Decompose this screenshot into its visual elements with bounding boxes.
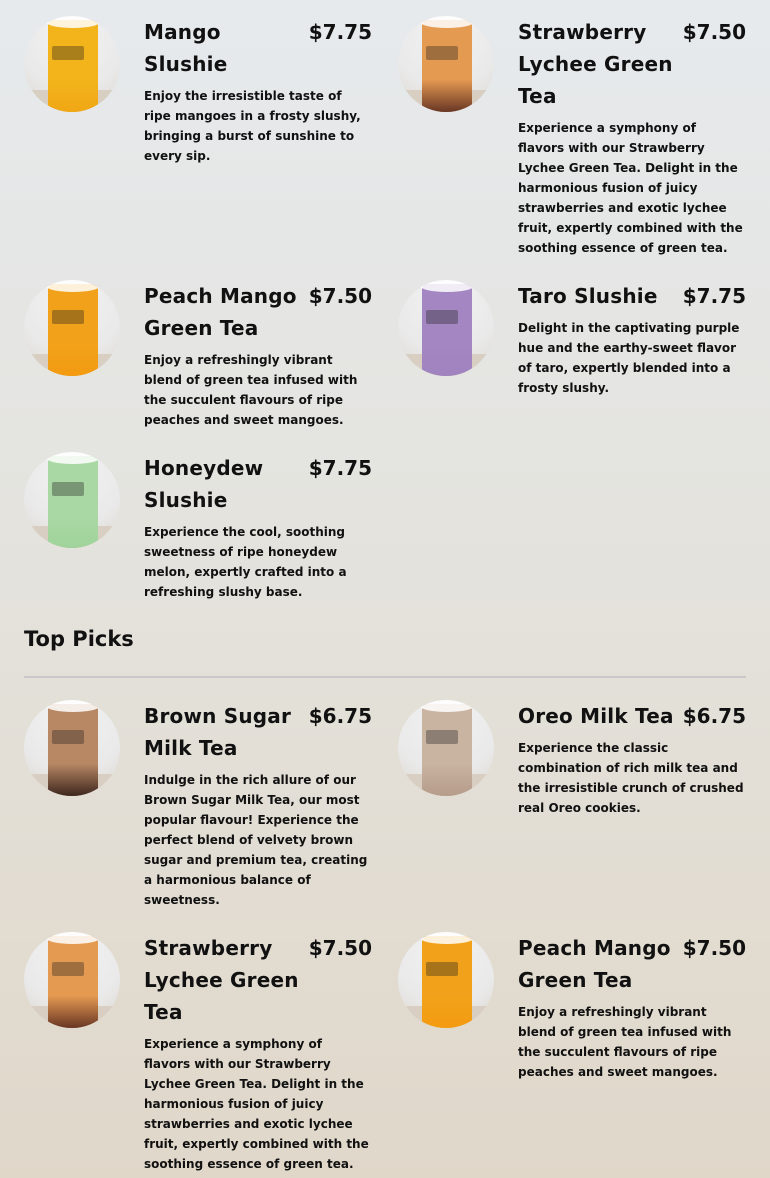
menu-item-strawberry-lychee-green-tea[interactable]	[398, 16, 746, 280]
item-name: Oreo Milk Tea	[518, 704, 674, 728]
item-price: $7.50	[682, 936, 746, 960]
menu-item-peach-mango-green-tea[interactable]	[398, 932, 746, 1178]
menu-item-mango-slushie[interactable]	[24, 16, 372, 280]
item-description: Indulge in the rich allure of our Brown Sugar Milk Tea, our most popular flavour! Experience the perfect blend of velvety brown sugar and premium tea, creating a harmonious balance of sweetness.	[144, 773, 368, 907]
item-name: Peach Mango Green Tea	[518, 936, 671, 992]
item-price: $7.50	[682, 20, 746, 44]
drink-photo	[398, 700, 494, 796]
drink-photo	[398, 16, 494, 112]
item-price: $6.75	[308, 704, 372, 728]
menu-page	[24, 0, 746, 1178]
menu-item-oreo-milk-tea[interactable]	[398, 700, 746, 932]
drink-photo	[24, 700, 120, 796]
drink-photo	[24, 932, 120, 1028]
item-name: Brown Sugar Milk Tea	[144, 704, 292, 760]
menu-item-taro-slushie[interactable]	[398, 280, 746, 452]
menu-item-brown-sugar-milk-tea[interactable]	[24, 700, 372, 932]
item-description: Experience the cool, soothing sweetness of ripe honeydew melon, expertly crafted into a refreshing slushy base.	[144, 525, 347, 599]
item-price: $7.50	[308, 284, 372, 308]
item-price: $6.75	[682, 704, 746, 728]
drink-photo	[398, 280, 494, 376]
item-name: Honeydew Slushie	[144, 456, 264, 512]
drink-photo	[24, 16, 120, 112]
item-description: Experience a symphony of flavors with our Strawberry Lychee Green Tea. Delight in the harmonious fusion of juicy strawberries and exotic lychee fruit, expertly combined with the soothing essence of green tea.	[518, 121, 743, 255]
item-name: Strawberry Lychee Green Tea	[518, 20, 673, 108]
drink-photo	[24, 280, 120, 376]
top-picks-section	[24, 624, 746, 1178]
item-description: Enjoy a refreshingly vibrant blend of green tea infused with the succulent flavours of ripe peaches and sweet mangoes.	[518, 1005, 732, 1079]
menu-grid	[24, 0, 746, 618]
item-price: $7.75	[308, 456, 372, 480]
drink-photo	[24, 452, 120, 548]
menu-item-peach-mango-green-tea[interactable]	[24, 280, 372, 452]
item-description: Experience the classic combination of rich milk tea and the irresistible crunch of crushed real Oreo cookies.	[518, 741, 744, 815]
item-description: Enjoy a refreshingly vibrant blend of green tea infused with the succulent flavours of ripe peaches and sweet mangoes.	[144, 353, 358, 427]
item-name: Mango Slushie	[144, 20, 228, 76]
menu-item-strawberry-lychee-green-tea[interactable]	[24, 932, 372, 1178]
item-name: Strawberry Lychee Green Tea	[144, 936, 299, 1024]
drink-photo	[398, 932, 494, 1028]
top-picks-grid	[24, 678, 746, 1178]
item-price: $7.50	[308, 936, 372, 960]
item-price: $7.75	[682, 284, 746, 308]
item-name: Peach Mango Green Tea	[144, 284, 297, 340]
menu-item-honeydew-slushie[interactable]	[24, 452, 372, 618]
item-description: Experience a symphony of flavors with our Strawberry Lychee Green Tea. Delight in the harmonious fusion of juicy strawberries and exotic lychee fruit, expertly combined with the soothing essence of green tea.	[144, 1037, 369, 1171]
section-title: Top Picks	[24, 627, 134, 651]
item-price: $7.75	[308, 20, 372, 44]
item-description: Delight in the captivating purple hue and the earthy-sweet flavor of taro, expertly blended into a frosty slushy.	[518, 321, 740, 395]
item-description: Enjoy the irresistible taste of ripe mangoes in a frosty slushy, bringing a burst of sunshine to every sip.	[144, 89, 361, 163]
item-name: Taro Slushie	[518, 284, 658, 308]
